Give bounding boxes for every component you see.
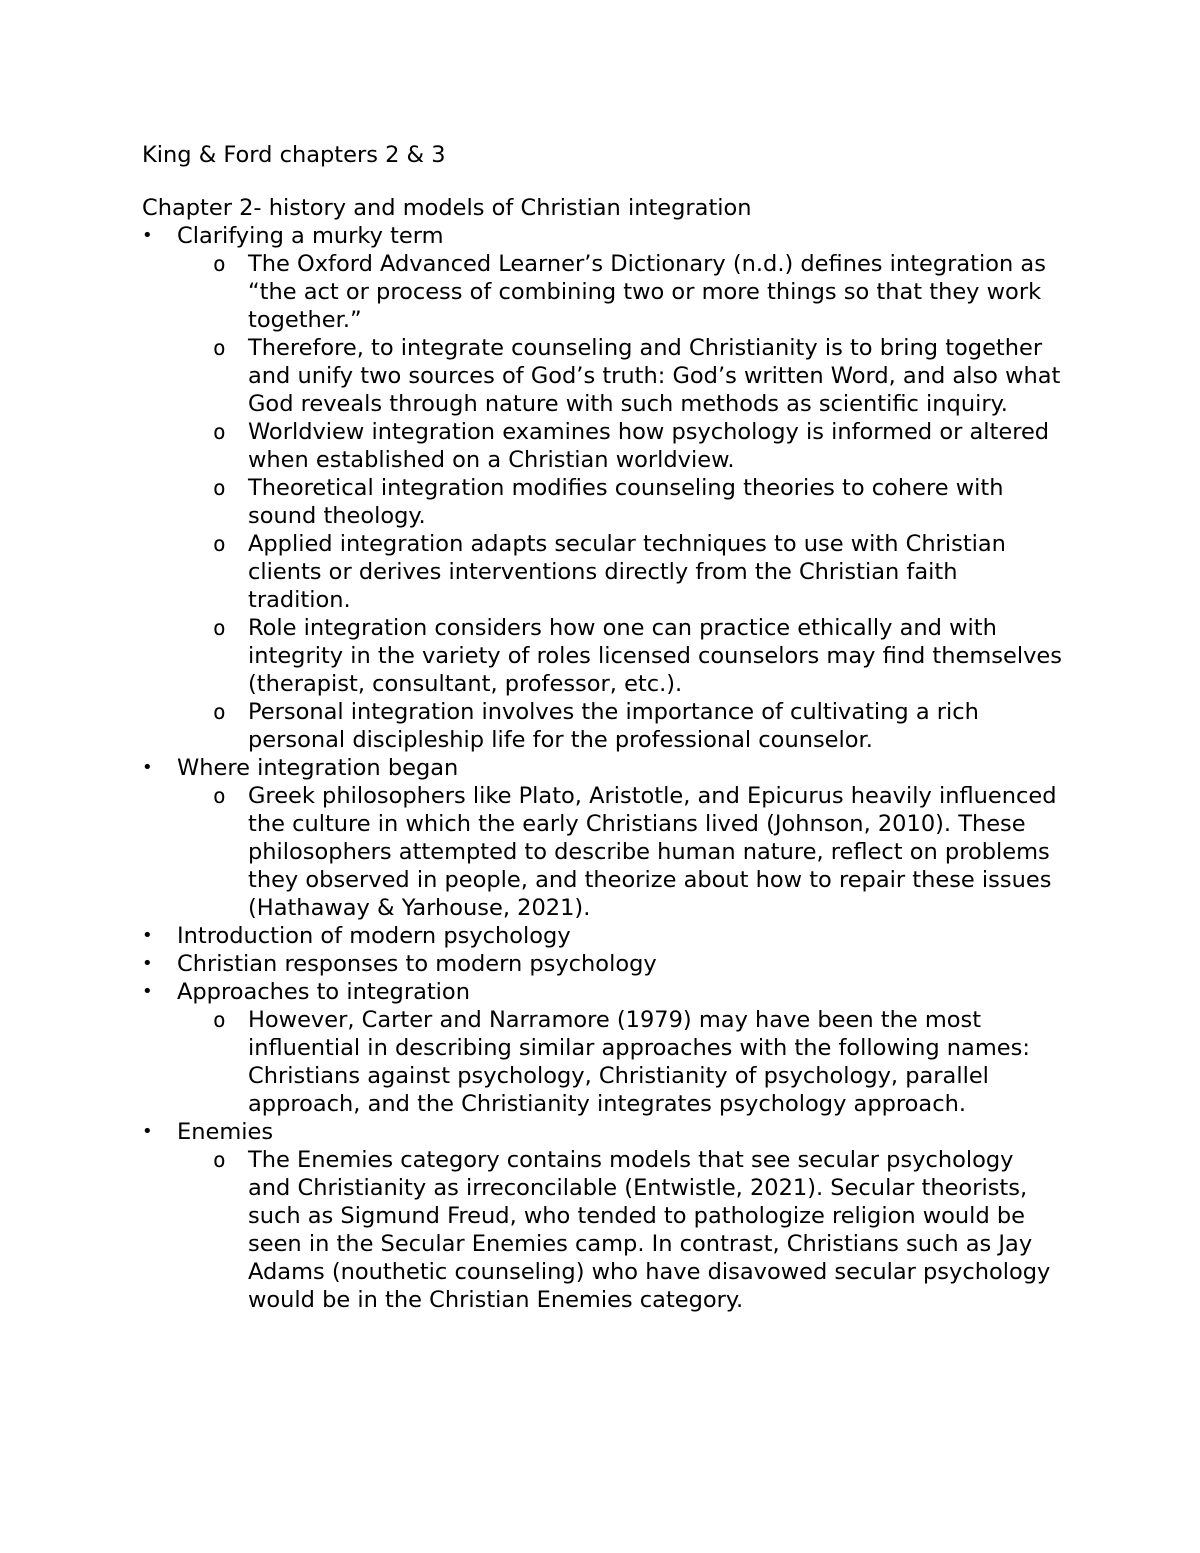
bullet-icon: •: [142, 953, 153, 974]
outline-list: [142, 222, 1062, 1314]
sub-item-text: Greek philosophers like Plato, Aristotle, and Epicurus heavily influenced the culture in which the early Christians lived (Johnson, 2010). These philosophers attempted to describe human nature, reflect on problems they observed in people, and theorize about how to repair these issues (Hathaway & Yarhouse, 2021).: [248, 783, 1057, 921]
sub-item-text: Personal integration involves the importance of cultivating a rich personal discipleship life for the professional counselor.: [248, 699, 979, 753]
bullet-icon: •: [142, 1121, 153, 1142]
bullet-icon: •: [142, 981, 153, 1002]
sub-item-text: Theoretical integration modifies counseling theories to cohere with sound theology.: [248, 475, 1004, 529]
document-title: King & Ford chapters 2 & 3: [142, 142, 446, 168]
bullet-icon: •: [142, 757, 153, 778]
circle-bullet-icon: o: [213, 784, 226, 808]
sub-list: [177, 782, 1062, 922]
sub-item-text: Worldview integration examines how psychology is informed or altered when established on a Christian worldview.: [248, 419, 1050, 473]
circle-bullet-icon: o: [213, 476, 226, 500]
section-heading: Christian responses to modern psychology: [177, 951, 657, 977]
section-heading: Approaches to integration: [177, 979, 470, 1005]
sub-list-item: [213, 530, 1062, 614]
outline-section: [142, 754, 1062, 922]
chapter-heading: Chapter 2- history and models of Christian integration: [142, 195, 752, 221]
outline-section: [142, 978, 1062, 1118]
sub-list-item: [213, 334, 1062, 418]
sub-item-text: Therefore, to integrate counseling and Christianity is to bring together and unify two sources of God’s truth: God’s written Word, and also what God reveals through nature with such methods as scientific inquiry.: [248, 335, 1061, 417]
circle-bullet-icon: o: [213, 532, 226, 556]
circle-bullet-icon: o: [213, 336, 226, 360]
circle-bullet-icon: o: [213, 420, 226, 444]
outline-section: [142, 222, 1062, 754]
outline-section: [142, 922, 1062, 950]
bullet-icon: •: [142, 225, 153, 246]
sub-list: [177, 1006, 1062, 1118]
document-page: [142, 141, 1062, 1314]
section-heading: Clarifying a murky term: [177, 223, 444, 249]
circle-bullet-icon: o: [213, 252, 226, 276]
sub-item-text: The Oxford Advanced Learner’s Dictionary (n.d.) defines integration as “the act or process of combining two or more things so that they work together.”: [248, 251, 1046, 333]
sub-item-text: However, Carter and Narramore (1979) may have been the most influential in describing similar approaches with the following names: Christians against psychology, Christianity of psychology, parallel approach, and the Christianity integrates psychology approach.: [248, 1007, 1030, 1117]
sub-list-item: [213, 1146, 1062, 1314]
circle-bullet-icon: o: [213, 616, 226, 640]
section-heading: Enemies: [177, 1119, 274, 1145]
sub-list-item: [213, 782, 1062, 922]
sub-list-item: [213, 698, 1062, 754]
section-heading: Introduction of modern psychology: [177, 923, 571, 949]
outline-section: [142, 1118, 1062, 1314]
bullet-icon: •: [142, 925, 153, 946]
sub-list-item: [213, 1006, 1062, 1118]
circle-bullet-icon: o: [213, 1148, 226, 1172]
circle-bullet-icon: o: [213, 700, 226, 724]
sub-item-text: Applied integration adapts secular techniques to use with Christian clients or derives interventions directly from the Christian faith tradition.: [248, 531, 1006, 613]
sub-list-item: [213, 614, 1062, 698]
outline-section: [142, 950, 1062, 978]
section-heading: Where integration began: [177, 755, 459, 781]
sub-list-item: [213, 250, 1062, 334]
sub-list: [177, 250, 1062, 754]
sub-item-text: The Enemies category contains models that see secular psychology and Christianity as irreconcilable (Entwistle, 2021). Secular theorists, such as Sigmund Freud, who tended to pathologize religion would be seen in the Secular Enemies camp. In contrast, Christians such as Jay Adams (nouthetic counseling) who have disavowed secular psychology would be in the Christian Enemies category.: [248, 1147, 1051, 1313]
circle-bullet-icon: o: [213, 1008, 226, 1032]
sub-item-text: Role integration considers how one can practice ethically and with integrity in the variety of roles licensed counselors may find themselves (therapist, consultant, professor, etc.).: [248, 615, 1062, 697]
sub-list-item: [213, 418, 1062, 474]
sub-list-item: [213, 474, 1062, 530]
sub-list: [177, 1146, 1062, 1314]
